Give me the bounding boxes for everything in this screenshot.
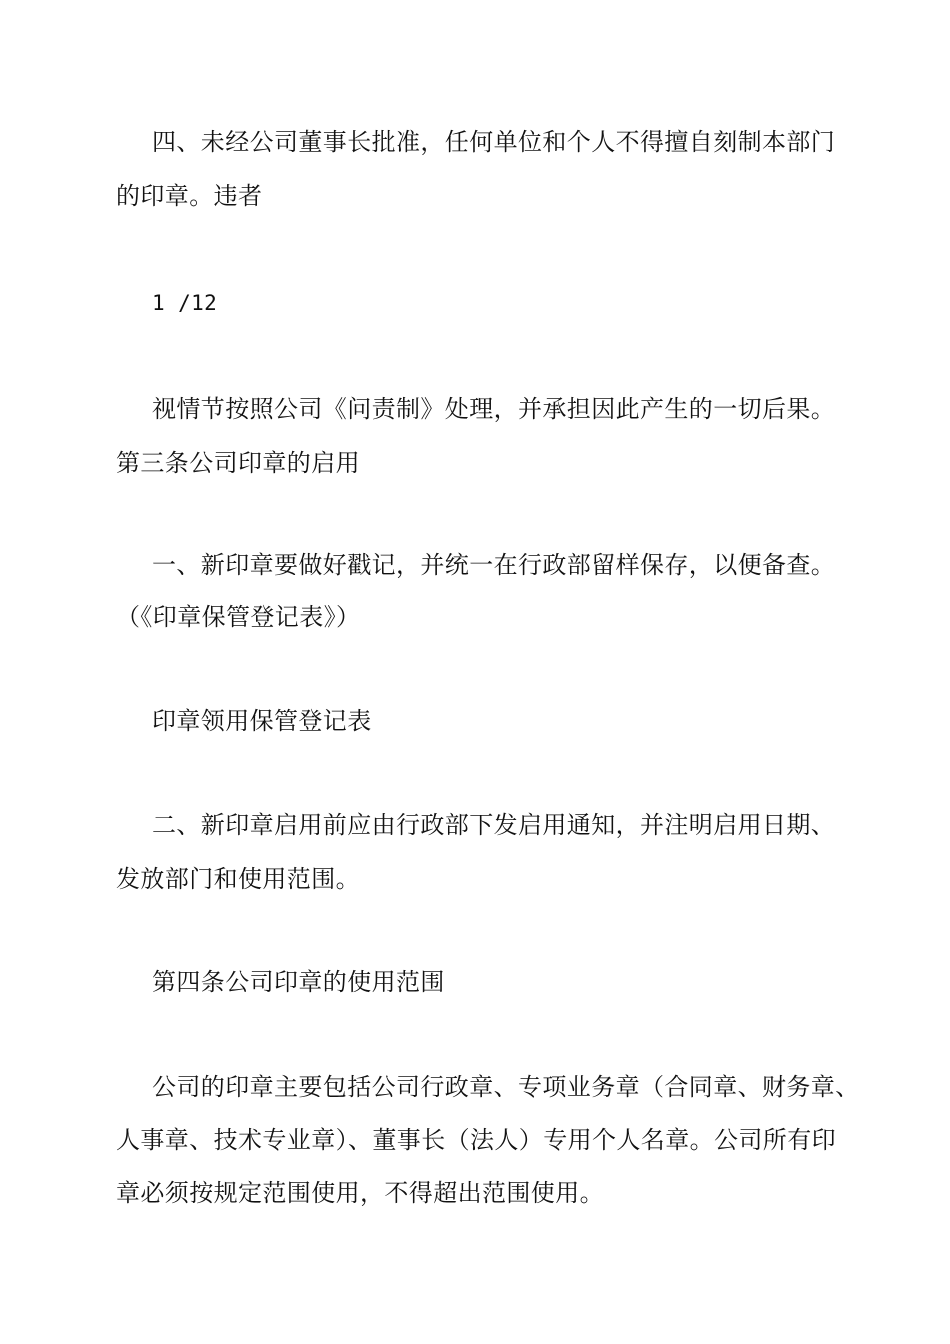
- paragraph-4-line-1: 四、未经公司董事长批准，任何单位和个人不得擅自刻制本部门: [152, 128, 836, 156]
- article-4-heading: 第四条公司印章的使用范围: [152, 968, 445, 996]
- page-number: 1 /12: [152, 291, 218, 315]
- article-3-heading: 第三条公司印章的启用: [116, 449, 360, 477]
- paragraph-seal-scope-line-3: 章必须按规定范围使用，不得超出范围使用。: [116, 1179, 604, 1207]
- paragraph-new-seal-line-1: 一、新印章要做好戳记，并统一在行政部留样保存，以便备查。: [152, 551, 836, 579]
- paragraph-activation-line-2: 发放部门和使用范围。: [116, 865, 360, 893]
- registration-form-title: 印章领用保管登记表: [152, 707, 372, 735]
- paragraph-seal-scope-line-2: 人事章、技术专业章）、董事长（法人）专用个人名章。公司所有印: [116, 1126, 836, 1154]
- paragraph-activation-line-1: 二、新印章启用前应由行政部下发启用通知，并注明启用日期、: [152, 811, 836, 839]
- paragraph-consequence-line-1: 视情节按照公司《问责制》处理，并承担因此产生的一切后果。: [152, 395, 836, 423]
- paragraph-4-line-2: 的印章。违者: [116, 182, 263, 210]
- paragraph-new-seal-line-2: （《印章保管登记表》）: [116, 603, 361, 631]
- paragraph-seal-scope-line-1: 公司的印章主要包括公司行政章、专项业务章（合同章、财务章、: [152, 1073, 860, 1101]
